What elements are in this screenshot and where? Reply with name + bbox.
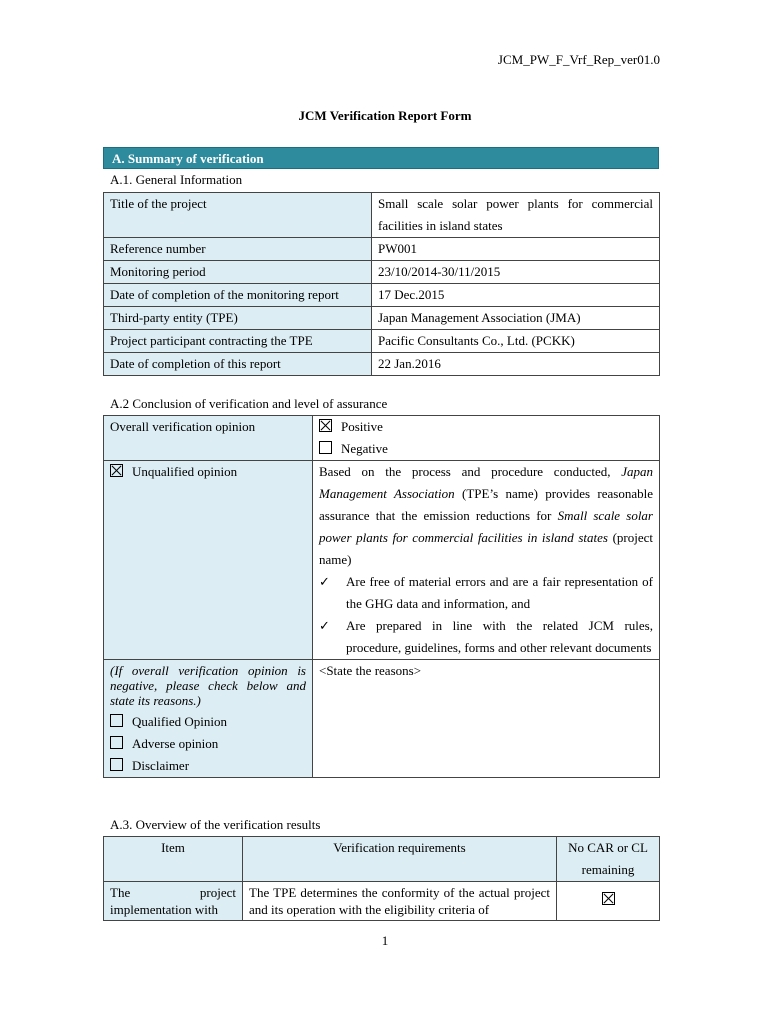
row-value: Small scale solar power plants for commercial facilities in island states xyxy=(372,193,660,238)
row-label: Date of completion of the monitoring report xyxy=(104,284,372,307)
a3-heading: A.3. Overview of the verification results xyxy=(110,817,321,832)
overall-opinion-label: Overall verification opinion xyxy=(104,416,313,461)
table-row xyxy=(104,307,660,330)
statement-text-2: (TPE’s name) provides reasonable assurance that the emission reductions for xyxy=(319,486,653,523)
qualified-checkbox[interactable] xyxy=(110,714,123,727)
row-value: PW001 xyxy=(372,238,660,261)
results-table xyxy=(103,836,660,921)
adverse-checkbox[interactable] xyxy=(110,736,123,749)
table-row xyxy=(104,261,660,284)
table-header-row xyxy=(104,837,660,882)
table-row xyxy=(104,461,660,660)
statement-text-3: (project name) xyxy=(319,530,653,567)
conclusion-table xyxy=(103,415,660,778)
negative-option[interactable] xyxy=(319,438,653,460)
statement-text-1: Based on the process and procedure conducted, xyxy=(319,464,611,479)
tick-text-2: Are prepared in line with the related JCM rules, procedure, guidelines, forms and other relevant documents xyxy=(346,618,653,655)
table-row xyxy=(104,193,660,238)
qualified-option[interactable] xyxy=(110,711,306,733)
table-row xyxy=(104,353,660,376)
col-header-no-car: No CAR or CL remaining xyxy=(557,837,660,882)
row-label: Project participant contracting the TPE xyxy=(104,330,372,353)
result-no-car-cell xyxy=(557,882,660,921)
adverse-label: Adverse opinion xyxy=(132,736,219,751)
reasons-field[interactable]: <State the reasons> xyxy=(313,660,660,778)
negative-note: (If overall verification opinion is negative, please check below and state its reasons.) xyxy=(110,663,306,708)
unqualified-checkbox[interactable] xyxy=(110,464,123,477)
checkmark-icon: ✓ xyxy=(319,574,330,589)
unqualified-cell xyxy=(104,461,313,660)
unqualified-option[interactable] xyxy=(110,461,306,483)
positive-option[interactable] xyxy=(319,416,653,438)
section-a-header: A. Summary of verification xyxy=(103,147,659,169)
tick-text-1: Are free of material errors and are a fair representation of the GHG data and information, and xyxy=(346,574,653,611)
qualified-label: Qualified Opinion xyxy=(132,714,227,729)
positive-checkbox[interactable] xyxy=(319,419,332,432)
form-title: JCM Verification Report Form xyxy=(298,108,472,123)
row-value: 22 Jan.2016 xyxy=(372,353,660,376)
adverse-option[interactable] xyxy=(110,733,306,755)
negative-checkbox[interactable] xyxy=(319,441,332,454)
row-label: Date of completion of this report xyxy=(104,353,372,376)
checkmark-icon: ✓ xyxy=(319,618,330,633)
negative-opinion-cell xyxy=(104,660,313,778)
disclaimer-label: Disclaimer xyxy=(132,758,190,773)
overall-opinion-options xyxy=(313,416,660,461)
table-row xyxy=(104,882,660,921)
disclaimer-option[interactable] xyxy=(110,755,306,777)
result-item: The project implementation with xyxy=(104,882,243,921)
table-row xyxy=(104,660,660,778)
row-value: 17 Dec.2015 xyxy=(372,284,660,307)
disclaimer-checkbox[interactable] xyxy=(110,758,123,771)
row-value: Japan Management Association (JMA) xyxy=(372,307,660,330)
row-label: Third-party entity (TPE) xyxy=(104,307,372,330)
unqualified-label: Unqualified opinion xyxy=(132,464,238,479)
tick-item-1 xyxy=(319,571,653,615)
row-value: 23/10/2014-30/11/2015 xyxy=(372,261,660,284)
positive-label: Positive xyxy=(341,419,383,434)
page-number: 1 xyxy=(381,933,389,948)
row-label: Reference number xyxy=(104,238,372,261)
row-label: Title of the project xyxy=(104,193,372,238)
negative-label: Negative xyxy=(341,441,388,456)
row-value: Pacific Consultants Co., Ltd. (PCKK) xyxy=(372,330,660,353)
col-header-item: Item xyxy=(104,837,243,882)
project-name: Small scale solar power plants for commercial facilities in island states xyxy=(319,508,653,545)
table-row xyxy=(104,330,660,353)
unqualified-statement xyxy=(313,461,660,660)
tpe-name: Japan Management Association xyxy=(319,464,654,501)
table-row xyxy=(104,416,660,461)
table-row xyxy=(104,284,660,307)
document-id: JCM_PW_F_Vrf_Rep_ver01.0 xyxy=(497,52,660,67)
a2-heading: A.2 Conclusion of verification and level of assurance xyxy=(110,396,388,411)
general-info-table xyxy=(103,192,660,376)
a1-heading: A.1. General Information xyxy=(110,172,243,187)
tick-item-2 xyxy=(319,615,653,659)
col-header-requirements: Verification requirements xyxy=(243,837,557,882)
result-requirement: The TPE determines the conformity of the actual project and its operation with the eligibility criteria of xyxy=(243,882,557,921)
row-label: Monitoring period xyxy=(104,261,372,284)
table-row xyxy=(104,238,660,261)
no-car-checkbox[interactable] xyxy=(602,892,615,905)
